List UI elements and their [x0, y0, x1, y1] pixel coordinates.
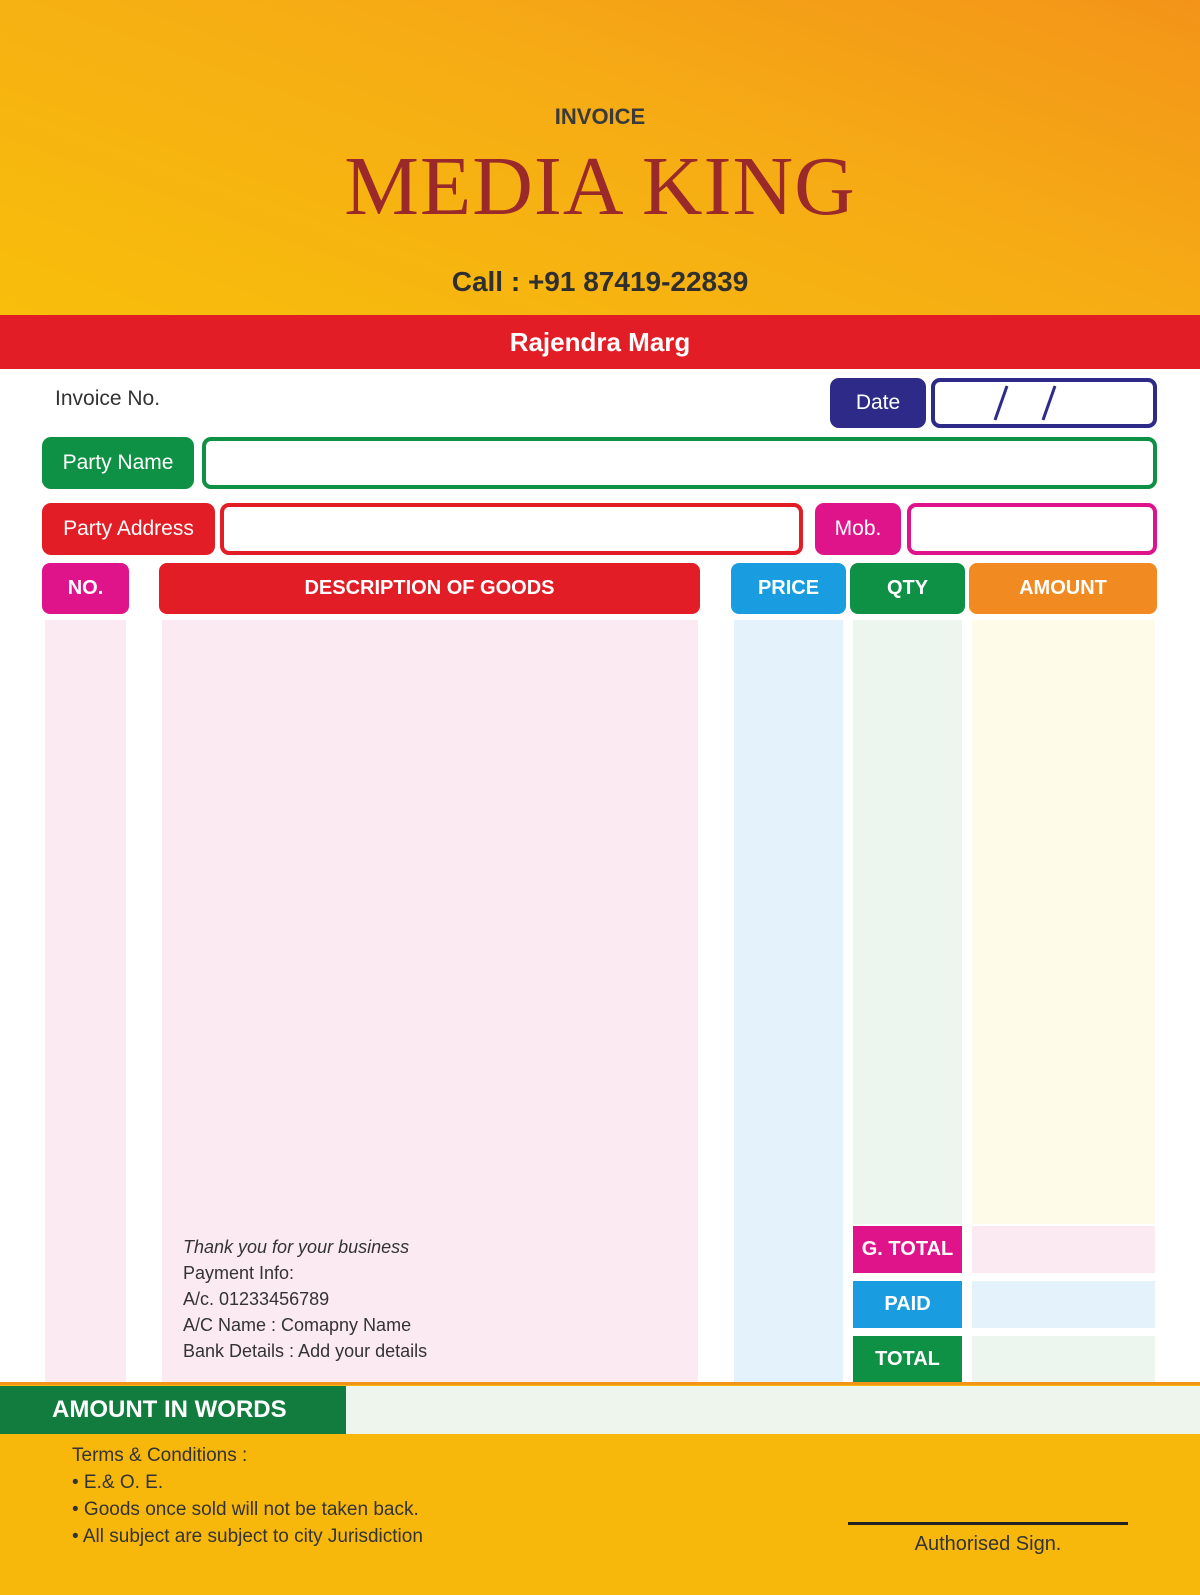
invoice-no-label: Invoice No. [55, 387, 161, 410]
party-address-field[interactable] [220, 503, 803, 555]
party-name-label: Party Name [42, 437, 194, 489]
total-label: TOTAL [853, 1336, 962, 1382]
bank-details: Bank Details : Add your details [183, 1341, 428, 1361]
date-field[interactable] [931, 378, 1157, 428]
column-no[interactable] [45, 620, 126, 1382]
paid-field[interactable] [972, 1281, 1155, 1328]
column-amount[interactable] [972, 620, 1155, 1224]
account-number: A/c. 01233456789 [183, 1289, 330, 1309]
party-name-field[interactable] [202, 437, 1157, 489]
column-header-amount: AMOUNT [969, 563, 1157, 614]
mobile-field[interactable] [907, 503, 1157, 555]
grand-total-label: G. TOTAL [853, 1226, 962, 1273]
amount-in-words-label: AMOUNT IN WORDS [0, 1386, 346, 1434]
column-price[interactable] [734, 620, 843, 1382]
account-name: A/C Name : Comapny Name [183, 1315, 412, 1335]
terms-title: Terms & Conditions : [72, 1445, 248, 1466]
column-qty[interactable] [853, 620, 962, 1224]
column-header-no: NO. [42, 563, 129, 614]
terms-item: • Goods once sold will not be taken back. [72, 1499, 419, 1520]
company-name: MEDIA KING [344, 140, 856, 233]
document-type: INVOICE [554, 104, 646, 129]
authorised-signature-label: Authorised Sign. [914, 1533, 1062, 1555]
thank-you-note: Thank you for your business [183, 1237, 410, 1257]
terms-item: • All subject are subject to city Jurisdiction [72, 1526, 423, 1547]
party-address-label: Party Address [42, 503, 215, 555]
paid-label: PAID [853, 1281, 962, 1328]
grand-total-field[interactable] [972, 1226, 1155, 1273]
column-header-description: DESCRIPTION OF GOODS [159, 563, 700, 614]
company-address: Rajendra Marg [0, 315, 1200, 369]
date-label: Date [830, 378, 926, 428]
total-field[interactable] [972, 1336, 1155, 1382]
footer-divider [0, 1382, 1200, 1385]
terms-and-conditions [72, 1442, 672, 1550]
date-separators [935, 382, 1153, 424]
payment-info [183, 1234, 683, 1364]
mobile-label: Mob. [815, 503, 901, 555]
signature-line [848, 1522, 1128, 1525]
payment-info-title: Payment Info: [183, 1263, 295, 1283]
column-header-qty: QTY [850, 563, 965, 614]
terms-item: • E.& O. E. [72, 1472, 164, 1493]
phone-number: Call : +91 87419-22839 [451, 266, 749, 297]
column-header-price: PRICE [731, 563, 846, 614]
